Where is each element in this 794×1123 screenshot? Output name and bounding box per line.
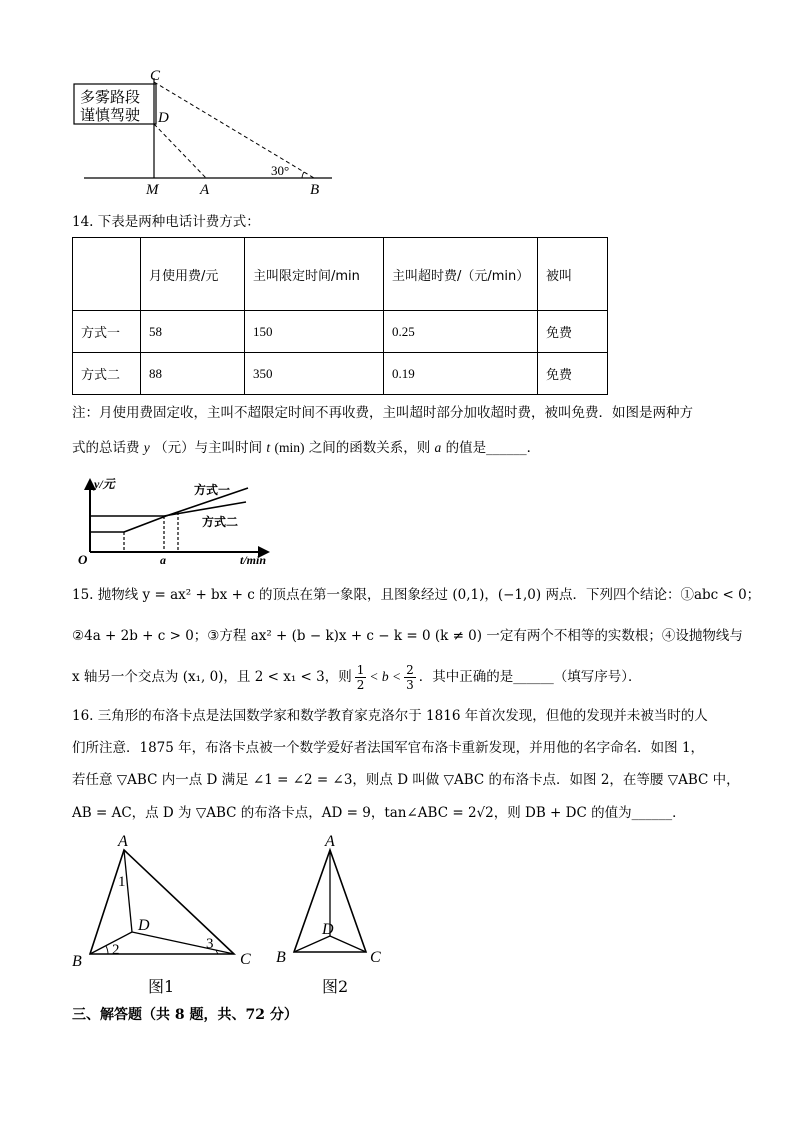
point-label-b: B bbox=[310, 182, 320, 196]
q15-text: x 轴另一个交点为 (x₁, 0)，且 2 < x₁ < 3，则 bbox=[72, 669, 352, 685]
q15-text: < b < bbox=[369, 669, 402, 684]
frac-den: 2 bbox=[356, 677, 365, 692]
point-label-m: M bbox=[146, 182, 159, 196]
angle-label-3: 3 bbox=[206, 936, 214, 952]
table-row bbox=[73, 353, 608, 395]
angle-label: 30° bbox=[271, 163, 290, 178]
table-cell: 0.19 bbox=[384, 353, 538, 395]
figure-caption-2: 图2 bbox=[322, 977, 349, 996]
vertex-label-b: B bbox=[72, 953, 82, 970]
q15-line1: 15. 抛物线 y = ax² + bx + c 的顶点在第一象限，且图象经过 (0,1)，(−1,0) 两点．下列四个结论：①abc < 0； bbox=[72, 587, 761, 603]
vertex-label-d: D bbox=[322, 921, 334, 938]
legend-option2: 方式二 bbox=[202, 515, 239, 529]
table-cell: 0.25 bbox=[384, 311, 538, 353]
angle-arc-2 bbox=[106, 946, 108, 954]
q14-stem: 14. 下表是两种电话计费方式： bbox=[72, 214, 260, 230]
q15-line3 bbox=[72, 660, 641, 694]
y-axis-label: y/元 bbox=[94, 477, 115, 491]
angle-label-2: 2 bbox=[112, 942, 120, 958]
fraction-two-thirds bbox=[404, 663, 416, 692]
table-header-cell: 主叫超时费/（元/min） bbox=[384, 238, 538, 311]
table-cell: 58 bbox=[141, 311, 245, 353]
q16-line4: AB = AC，点 D 为 ▽ABC 的布洛卡点，AD = 9，tan∠ABC = 2√2，则 DB + DC 的值为______． bbox=[72, 805, 686, 821]
sign-text-line1: 多雾路段 bbox=[80, 88, 141, 106]
vertex-label-d: D bbox=[138, 917, 150, 934]
point-label-d: D bbox=[158, 110, 169, 126]
vertex-label-c: C bbox=[240, 951, 251, 968]
frac-num: 2 bbox=[406, 662, 414, 677]
table-cell: 88 bbox=[141, 353, 245, 395]
fog-road-figure bbox=[70, 68, 340, 196]
legend-option1: 方式一 bbox=[194, 483, 231, 497]
angle-label-1: 1 bbox=[118, 874, 126, 890]
angle-arc bbox=[302, 172, 304, 178]
table-cell: 方式一 bbox=[73, 311, 141, 353]
brocard-figure-1 bbox=[68, 832, 268, 1000]
section-3-heading: 三、解答题（共 8 题，共、72 分） bbox=[72, 1007, 298, 1023]
vertex-label-c: C bbox=[370, 949, 381, 966]
table-cell: 免费 bbox=[538, 353, 608, 395]
vertex-label-b: B bbox=[276, 949, 286, 966]
frac-den: 3 bbox=[406, 677, 414, 692]
table-cell: 方式二 bbox=[73, 353, 141, 395]
table-header-row bbox=[73, 238, 608, 311]
q15-line2: ②4a + 2b + c > 0；③方程 ax² + (b − k)x + c − k = 0 (k ≠ 0) 一定有两个不相等的实数根；④设抛物线与 bbox=[72, 628, 743, 644]
q15-text: ．其中正确的是______（填写序号）． bbox=[418, 669, 642, 685]
table-cell: 150 bbox=[245, 311, 384, 353]
note-text: （元）与主叫时间 bbox=[154, 440, 263, 456]
table-cell: 350 bbox=[245, 353, 384, 395]
var-t: t bbox=[266, 440, 271, 455]
series-line-option2 bbox=[90, 502, 246, 516]
unit-min: (min) bbox=[274, 440, 305, 455]
note-text: 的值是______． bbox=[445, 440, 541, 456]
figure-caption-1: 图1 bbox=[148, 977, 175, 996]
q16-line1: 16. 三角形的布洛卡点是法国数学家和数学教育家克洛尔于 1816 年首次发现，但他的发现并未被当时的人 bbox=[72, 708, 708, 724]
point-label-c: C bbox=[150, 68, 161, 84]
dashed-line-da bbox=[154, 124, 206, 178]
a-tick-label: a bbox=[160, 553, 166, 566]
q14-note-line2 bbox=[72, 438, 540, 458]
cevian-cd bbox=[132, 932, 234, 954]
fee-table bbox=[72, 237, 608, 395]
var-a: a bbox=[434, 440, 442, 455]
fee-function-graph bbox=[76, 474, 276, 566]
table-header-cell bbox=[73, 238, 141, 311]
q16-line3: 若任意 ▽ABC 内一点 D 满足 ∠1 = ∠2 = ∠3，则点 D 叫做 ▽ABC 的布洛卡点．如图 2，在等腰 ▽ABC 中， bbox=[72, 772, 740, 788]
cevian-ad bbox=[124, 850, 132, 932]
note-text: 式的总话费 bbox=[72, 440, 140, 456]
q14-note-line1: 注：月使用费固定收，主叫不超限定时间不再收费，主叫超时部分加收超时费，被叫免费．如图是两种方 bbox=[72, 405, 693, 421]
table-row bbox=[73, 311, 608, 353]
note-text: 之间的函数关系，则 bbox=[308, 440, 431, 456]
table-header-cell: 月使用费/元 bbox=[141, 238, 245, 311]
fraction-half bbox=[355, 663, 367, 692]
sign-text-line2: 谨慎驾驶 bbox=[80, 106, 141, 124]
frac-num: 1 bbox=[356, 662, 365, 677]
brocard-figure-2 bbox=[272, 832, 392, 1000]
table-cell: 免费 bbox=[538, 311, 608, 353]
q16-line2: 们所注意．1875 年，布洛卡点被一个数学爱好者法国军官布洛卡重新发现，并用他的名字命名．如图 1， bbox=[72, 740, 705, 756]
x-axis-label: t/min bbox=[240, 553, 267, 566]
var-y: y bbox=[143, 440, 150, 455]
origin-label: O bbox=[78, 552, 88, 566]
table-header-cell: 主叫限定时间/min bbox=[245, 238, 384, 311]
table-header-cell: 被叫 bbox=[538, 238, 608, 311]
vertex-label-a: A bbox=[118, 833, 128, 850]
vertex-label-a: A bbox=[325, 833, 335, 850]
point-label-a: A bbox=[200, 182, 210, 196]
dashed-line-cb bbox=[154, 82, 314, 178]
